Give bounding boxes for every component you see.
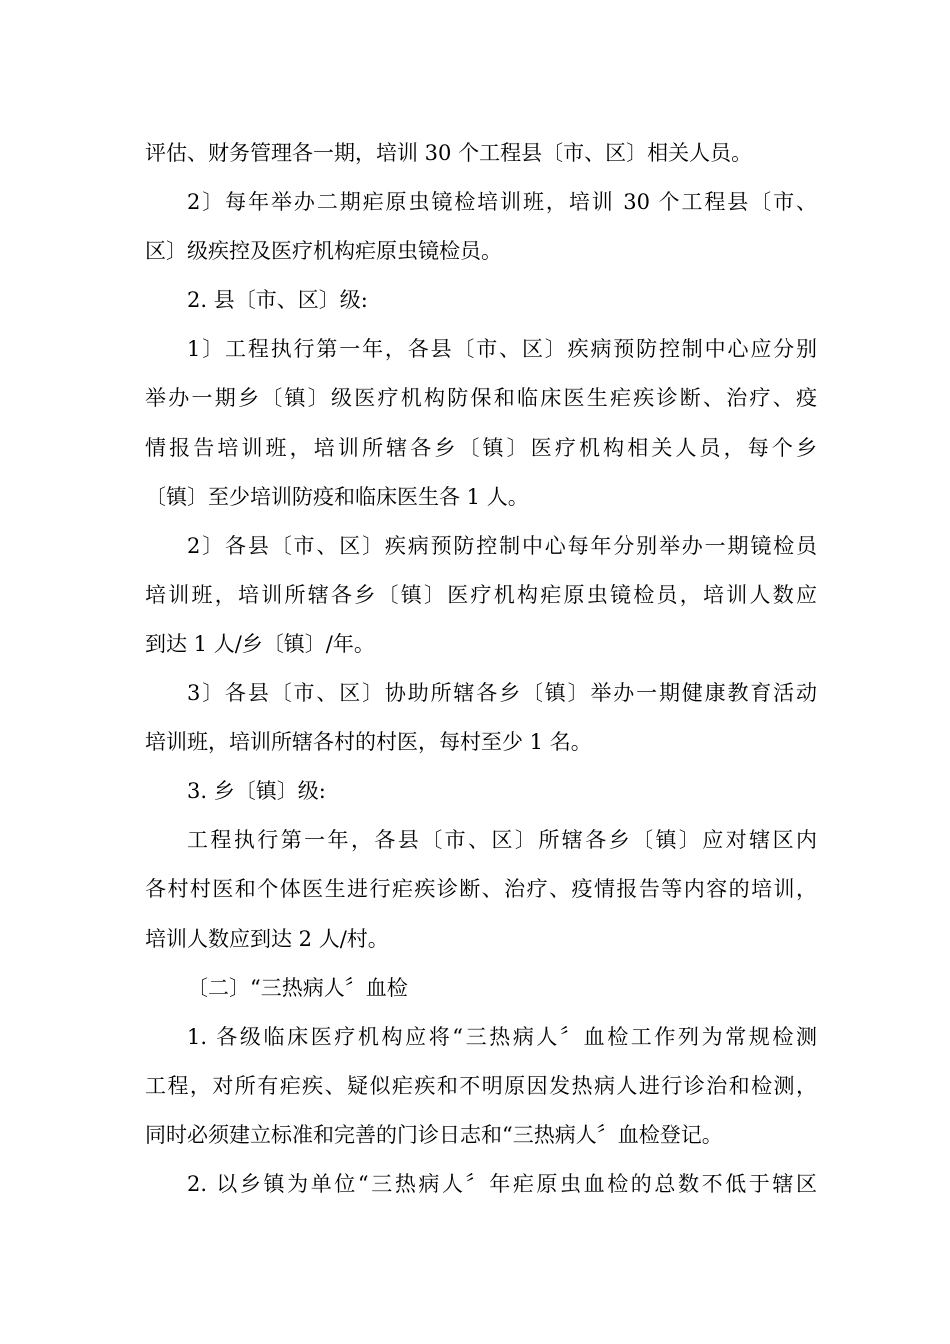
body-line: 各村村医和个体医生进行疟疾诊断、治疗、疫情报告等内容的培训， <box>145 877 817 902</box>
body-line: 3〕各县〔市、区〕协助所辖各乡〔镇〕举办一期健康教育活动 <box>187 681 817 706</box>
body-line: 工程执行第一年，各县〔市、区〕所辖各乡〔镇〕应对辖区内 <box>187 828 817 853</box>
body-line: 1. 各级临床医疗机构应将“三热病人〞血检工作列为常规检测 <box>187 1024 817 1049</box>
body-line: 评估、财务管理各一期，培训 30 个工程县〔市、区〕相关人员。 <box>145 141 753 165</box>
body-line: 2〕每年举办二期疟原虫镜检培训班，培训 30 个工程县〔市、 <box>187 190 817 215</box>
body-line: 培训班，培训所辖各村的村医，每村至少 1 名。 <box>145 730 592 755</box>
section-heading: 3. 乡〔镇〕级: <box>187 779 326 804</box>
body-line: 到达 1 人/乡〔镇〕/年。 <box>145 631 375 656</box>
section-heading: 〔二〕“三热病人〞血检 <box>187 975 408 1000</box>
body-line: 〔镇〕至少培训防疫和临床医生各 1 人。 <box>145 484 529 509</box>
body-line: 1〕工程执行第一年，各县〔市、区〕疾病预防控制中心应分别 <box>187 337 817 362</box>
section-heading: 2. 县〔市、区〕级: <box>187 288 368 313</box>
body-line: 同时必须建立标准和完善的门诊日志和“三热病人〞血检登记。 <box>145 1122 723 1147</box>
body-line: 情报告培训班，培训所辖各乡〔镇〕医疗机构相关人员，每个乡 <box>145 435 817 460</box>
body-line: 培训班，培训所辖各乡〔镇〕医疗机构疟原虫镜检员，培训人数应 <box>145 582 817 607</box>
body-line: 区〕级疾控及医疗机构疟原虫镜检员。 <box>145 239 502 264</box>
body-line: 2〕各县〔市、区〕疾病预防控制中心每年分别举办一期镜检员 <box>187 533 817 558</box>
body-line: 举办一期乡〔镇〕级医疗机构防保和临床医生疟疾诊断、治疗、疫 <box>145 386 817 411</box>
document-body <box>145 129 817 1209</box>
body-line: 工程，对所有疟疾、疑似疟疾和不明原因发热病人进行诊治和检测， <box>145 1073 817 1098</box>
body-line: 2. 以乡镇为单位“三热病人〞年疟原虫血检的总数不低于辖区 <box>187 1171 817 1196</box>
body-line: 培训人数应到达 2 人/村。 <box>145 926 389 951</box>
